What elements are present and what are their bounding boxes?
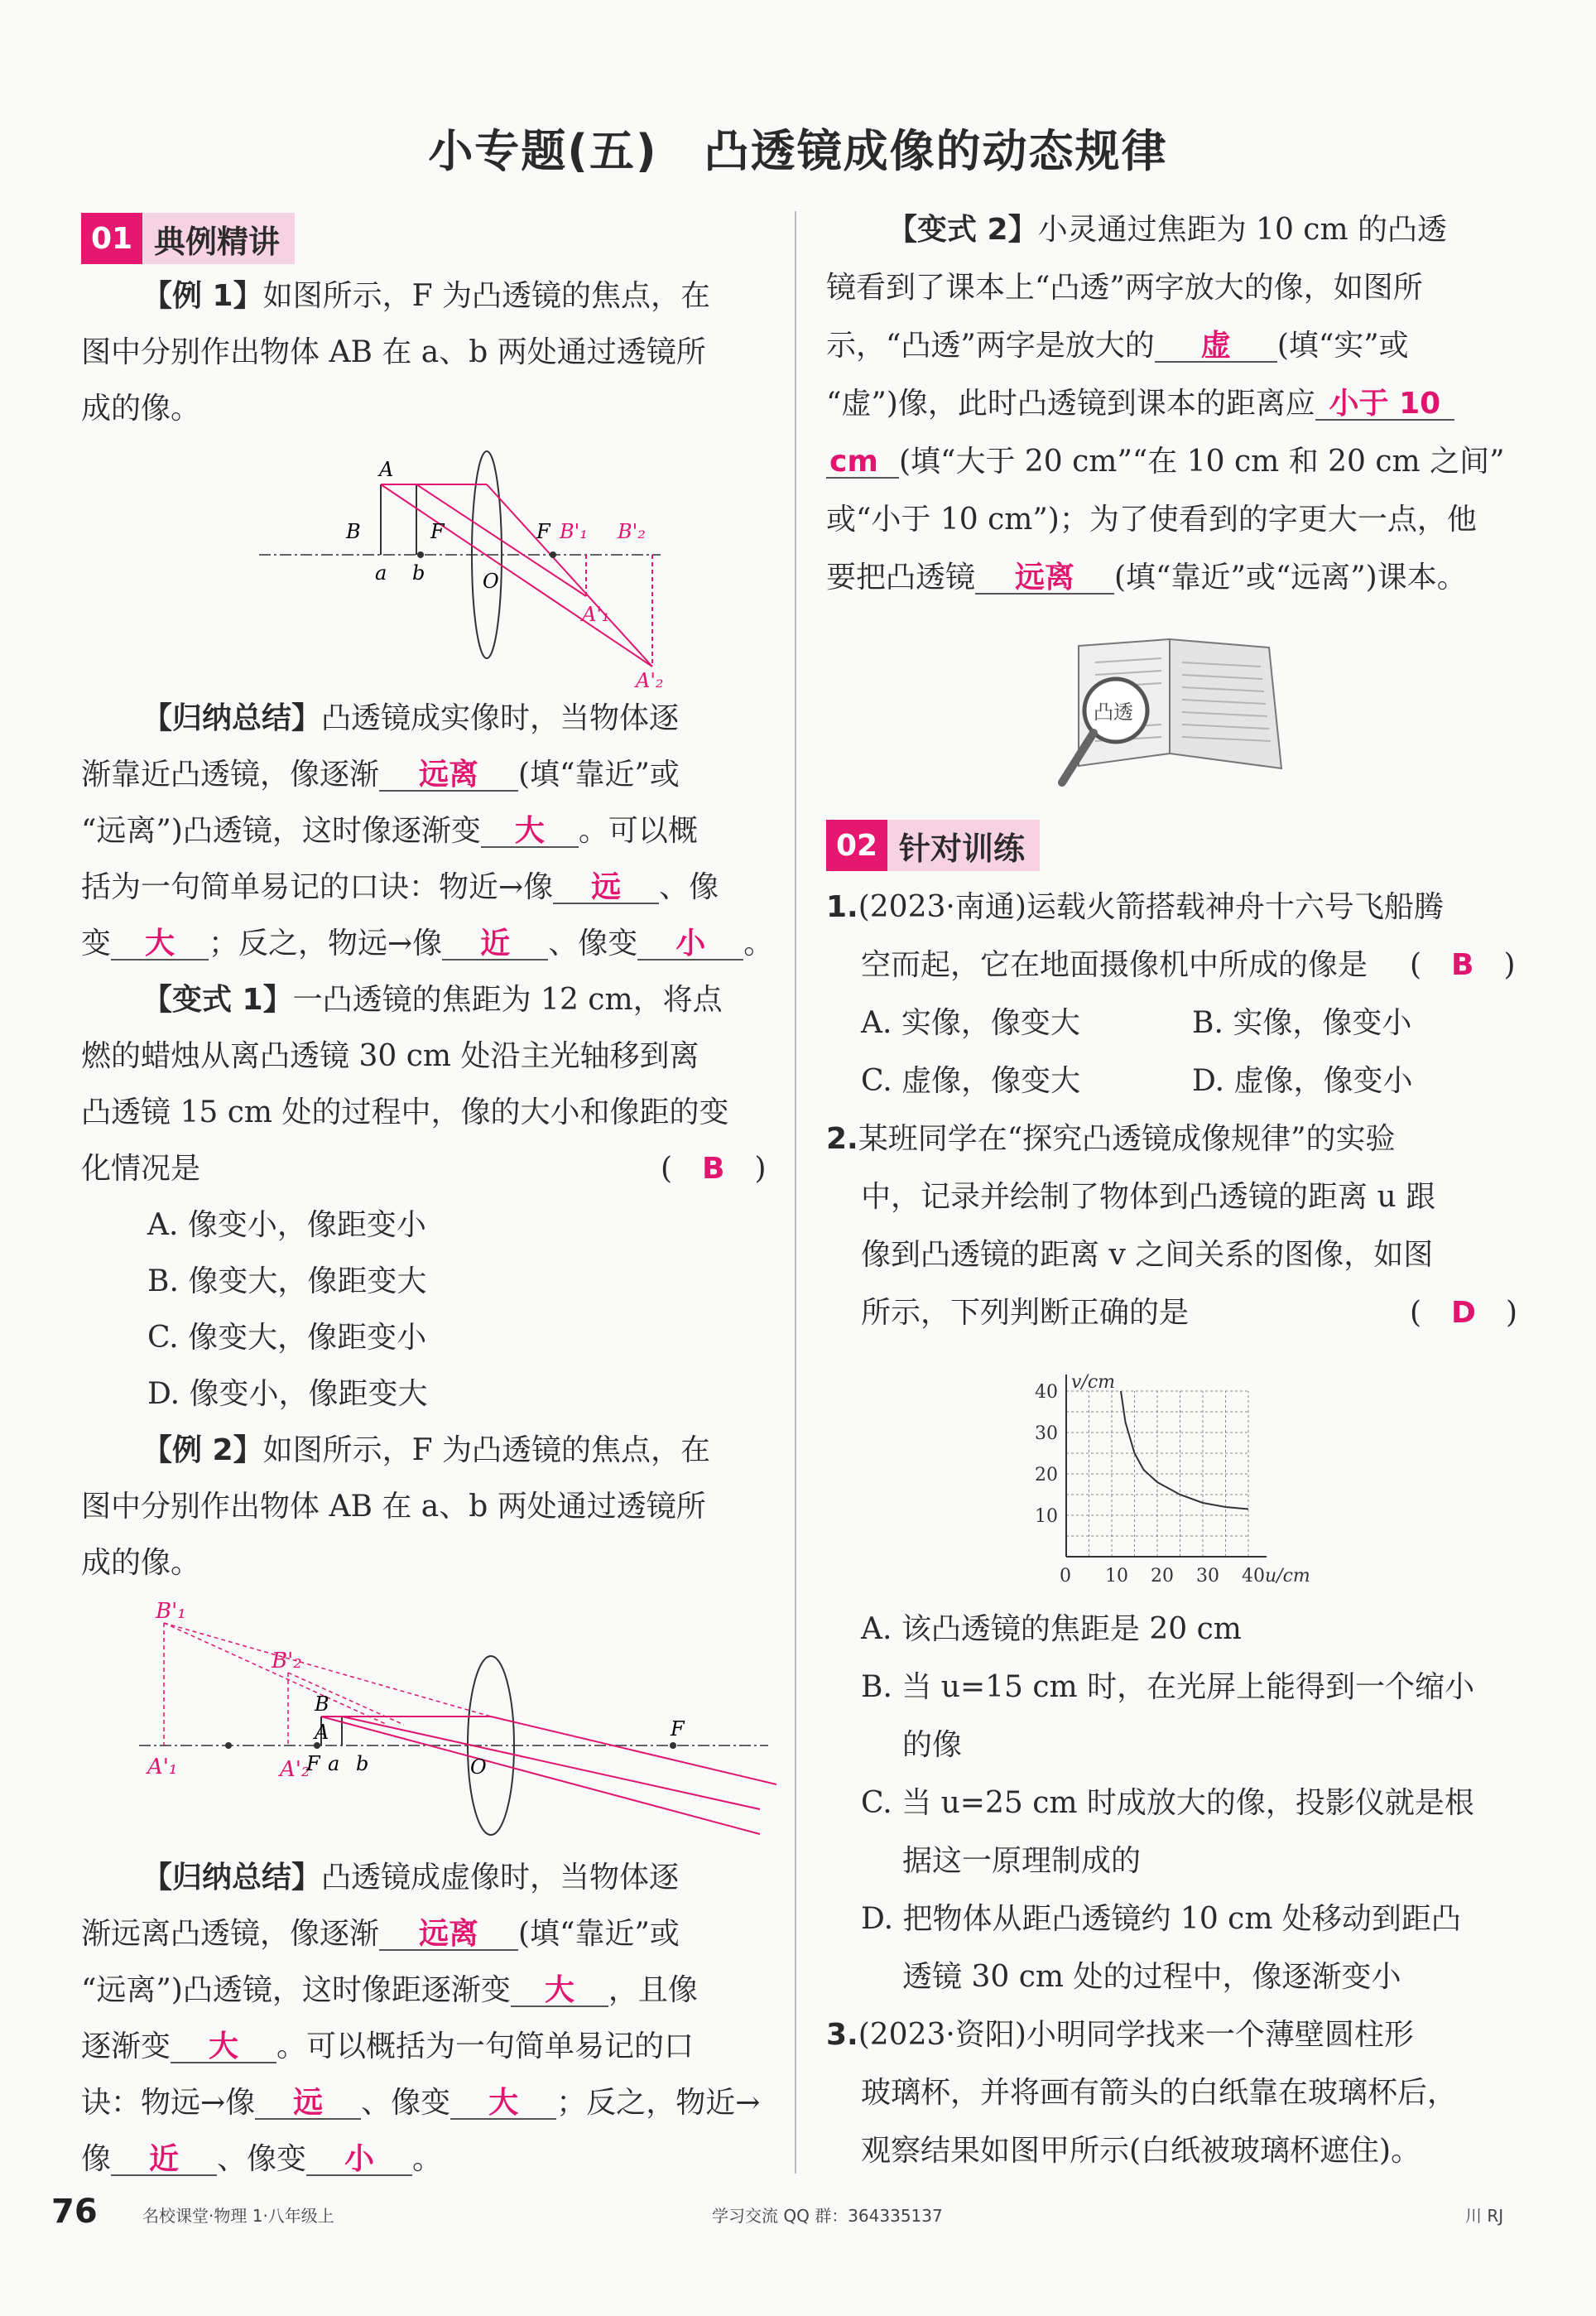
- summary2-line1: 【归纳总结】凸透镜成虚像时，当物体逐: [142, 1861, 680, 1895]
- svg-text:A'₂: A'₂: [636, 669, 664, 692]
- variant2-line6: 或“小于 10 cm”)；为了使看到的字更大一点，他: [826, 503, 1477, 537]
- x-tick-label: 30: [1196, 1566, 1219, 1587]
- column-divider: [795, 211, 796, 2174]
- variant2-line4: “虚”)像，此时凸透镜到课本的距离应 小于 10: [826, 389, 1454, 421]
- svg-text:A'₁: A'₁: [582, 603, 610, 626]
- answer-blank: 远离: [379, 760, 518, 792]
- variant1-line1: 【变式 1】一凸透镜的焦距为 12 cm，将点: [142, 983, 723, 1017]
- summary2-line5: 诀：物远→像 远 、像变 大 ；反之，物近→: [81, 2086, 761, 2120]
- svg-text:F: F: [671, 1717, 685, 1741]
- summary2-line2: 渐远离凸透镜，像逐渐 远离 (填“靠近”或: [81, 1917, 680, 1951]
- summary2-line4: 逐渐变 大 。可以概括为一句简单易记的口: [81, 2030, 695, 2063]
- svg-text:b: b: [356, 1752, 369, 1775]
- svg-text:A: A: [315, 1721, 329, 1744]
- variant2-line7: 要把凸透镜 远离 (填“靠近”或“远离”)课本。: [826, 561, 1467, 595]
- book-magnifier-illustration: [1046, 629, 1294, 795]
- svg-text:B'₁: B'₁: [560, 520, 588, 543]
- q3-line2: 玻璃杯，并将画有箭头的白纸靠在玻璃杯后，: [861, 2076, 1458, 2110]
- answer-blank: 远: [255, 2088, 361, 2120]
- svg-text:A'₂: A'₂: [280, 1757, 310, 1782]
- x-tick-label: 40: [1242, 1566, 1265, 1587]
- example2-line1: 【例 2】如图所示，F 为凸透镜的焦点，在: [142, 1433, 711, 1467]
- variant1-answer: ( B ): [661, 1152, 767, 1186]
- summary1-line5: 变 大 ；反之，物远→像 近 、像变 小 。: [81, 927, 774, 961]
- answer-blank: 大: [481, 816, 579, 848]
- book-text: 凸透: [1094, 701, 1133, 724]
- variant2-line2: 镜看到了课本上“凸透”两字放大的像，如图所: [826, 271, 1423, 305]
- q1-line1: 1.(2023·南通)运载火箭搭载神舟十六号飞船腾: [826, 890, 1444, 924]
- variant2-line5: cm (填“大于 20 cm”“在 10 cm 和 20 cm 之间”: [826, 447, 1505, 479]
- q1-line2: 空而起，它在地面摄像机中所成的像是: [861, 948, 1368, 982]
- x-axis-label: u/cm: [1265, 1566, 1310, 1587]
- answer-blank: 远离: [379, 1919, 518, 1951]
- q2-option-c-line2: 据这一原理制成的: [902, 1844, 1142, 1878]
- x-tick-label: 20: [1151, 1566, 1174, 1587]
- y-axis-label: v/cm: [1071, 1372, 1116, 1393]
- y-tick-label: 30: [1035, 1423, 1058, 1444]
- svg-text:F: F: [306, 1752, 320, 1775]
- variant1-line2: 燃的蜡烛从离凸透镜 30 cm 处沿主光轴移到离: [81, 1039, 699, 1073]
- q1-option-a: A. 实像，像变大: [861, 1006, 1080, 1040]
- example1-ray-diagram: [255, 447, 685, 696]
- answer-blank: 近: [111, 2145, 217, 2176]
- q1-answer: ( B ): [1410, 948, 1516, 982]
- y-tick-label: 10: [1035, 1506, 1058, 1527]
- summary1-line3: “远离”)凸透镜，这时像逐渐变 大 。可以概: [81, 814, 698, 848]
- variant1-option-c: C. 像变大，像距变小: [147, 1321, 427, 1355]
- svg-text:b: b: [412, 561, 425, 585]
- section-header-targeted-training: [826, 820, 1040, 871]
- summary1-line1: 【归纳总结】凸透镜成实像时，当物体逐: [142, 701, 680, 735]
- x-tick-label: 0: [1060, 1566, 1071, 1587]
- answer-blank: 小于 10: [1315, 389, 1454, 421]
- q2-option-d-line1: D. 把物体从距凸透镜约 10 cm 处移动到距凸: [861, 1902, 1461, 1936]
- summary2-line3: “远离”)凸透镜，这时像距逐渐变 大 ，且像: [81, 1973, 698, 2007]
- summary2-line6: 像 近 、像变 小 。: [81, 2142, 443, 2176]
- example2-ray-diagram: [131, 1598, 776, 1838]
- q2-option-a: A. 该凸透镜的焦距是 20 cm: [861, 1612, 1242, 1646]
- example1-line3: 成的像。: [81, 392, 201, 426]
- variant1-option-b: B. 像变大，像距变大: [147, 1264, 427, 1298]
- q2-answer: ( D ): [1410, 1296, 1517, 1330]
- section-title: 针对训练: [899, 830, 1026, 867]
- answer-blank: 大: [171, 2032, 276, 2063]
- example1-line2: 图中分别作出物体 AB 在 a、b 两处通过透镜所: [81, 335, 706, 369]
- q2-line2: 中，记录并绘制了物体到凸透镜的距离 u 跟: [861, 1180, 1436, 1214]
- variant2-line1: 【变式 2】小灵通过焦距为 10 cm 的凸透: [887, 213, 1448, 247]
- answer-blank: 小: [306, 2145, 412, 2176]
- answer-blank: 远: [553, 873, 659, 904]
- svg-text:F: F: [430, 520, 445, 543]
- svg-text:B: B: [315, 1692, 329, 1716]
- q3-line1: 3.(2023·资阳)小明同学找来一个薄壁圆柱形: [826, 2018, 1414, 2052]
- q2-option-c-line1: C. 当 u=25 cm 时成放大的像，投影仪就是根: [861, 1786, 1474, 1820]
- answer-blank: 远离: [975, 563, 1114, 595]
- variant2-line3: 示，“凸透”两字是放大的 虚 (填“实”或: [826, 329, 1409, 363]
- answer-blank: 虚: [1155, 331, 1277, 363]
- svg-text:B: B: [346, 520, 361, 543]
- y-tick-label: 20: [1035, 1465, 1058, 1485]
- variant1-line4: 化情况是: [81, 1152, 201, 1186]
- svg-text:A'₁: A'₁: [147, 1755, 178, 1779]
- q2-option-b-line1: B. 当 u=15 cm 时，在光屏上能得到一个缩小: [861, 1670, 1475, 1704]
- svg-text:B'₁: B'₁: [156, 1599, 186, 1624]
- section-header-typical-examples: [81, 213, 295, 264]
- q1-option-d: D. 虚像，像变小: [1192, 1064, 1413, 1098]
- variant1-line3: 凸透镜 15 cm 处的过程中，像的大小和像距的变: [81, 1095, 729, 1129]
- uv-curve: [1121, 1391, 1248, 1509]
- uv-graph: [1017, 1358, 1348, 1594]
- q2-line3: 像到凸透镜的距离 v 之间关系的图像，如图: [861, 1238, 1434, 1272]
- svg-text:A: A: [379, 458, 394, 481]
- section-number: 02: [826, 820, 887, 871]
- variant1-option-a: A. 像变小，像距变小: [147, 1208, 426, 1242]
- footer-edition: 川 RJ: [1465, 2206, 1504, 2226]
- svg-text:B'₂: B'₂: [618, 520, 646, 543]
- svg-text:O: O: [483, 570, 499, 593]
- example2-line3: 成的像。: [81, 1546, 201, 1580]
- section-number: 01: [81, 213, 142, 264]
- footer-book-title: 名校课堂·物理 1·八年级上: [142, 2206, 334, 2226]
- svg-text:B'₂: B'₂: [272, 1649, 302, 1673]
- svg-text:O: O: [470, 1755, 487, 1779]
- q1-option-c: C. 虚像，像变大: [861, 1064, 1081, 1098]
- answer-blank: 大: [111, 929, 209, 961]
- page-title: 小专题(五) 凸透镜成像的动态规律: [428, 125, 1168, 177]
- variant1-option-d: D. 像变小，像距变大: [147, 1377, 428, 1411]
- q3-line3: 观察结果如图甲所示(白纸被玻璃杯遮住)。: [861, 2134, 1421, 2168]
- x-tick-label: 10: [1105, 1566, 1128, 1587]
- svg-text:a: a: [328, 1752, 340, 1775]
- example1-line1: 【例 1】如图所示，F 为凸透镜的焦点，在: [142, 279, 711, 313]
- q2-line4: 所示，下列判断正确的是: [861, 1296, 1190, 1330]
- svg-text:F: F: [536, 520, 550, 543]
- answer-blank: cm: [826, 447, 899, 479]
- y-tick-label: 40: [1035, 1382, 1058, 1403]
- q2-line1: 2.某班同学在“探究凸透镜成像规律”的实验: [826, 1122, 1396, 1156]
- svg-text:a: a: [375, 561, 387, 585]
- answer-blank: 大: [511, 1976, 608, 2007]
- summary1-line2: 渐靠近凸透镜，像逐渐 远离 (填“靠近”或: [81, 758, 680, 792]
- q1-option-b: B. 实像，像变小: [1192, 1006, 1412, 1040]
- footer-qq-group: 学习交流 QQ 群：364335137: [712, 2206, 943, 2226]
- q2-option-d-line2: 透镜 30 cm 处的过程中，像逐渐变小: [902, 1960, 1401, 1994]
- answer-blank: 大: [450, 2088, 556, 2120]
- page-number: 76: [51, 2193, 98, 2231]
- section-title: 典例精讲: [154, 223, 281, 260]
- answer-blank: 近: [442, 929, 548, 961]
- answer-blank: 小: [637, 929, 743, 961]
- q2-option-b-line2: 的像: [902, 1728, 963, 1762]
- summary1-line4: 括为一句简单易记的口诀：物近→像 远 、像: [81, 870, 719, 904]
- example2-line2: 图中分别作出物体 AB 在 a、b 两处通过透镜所: [81, 1490, 706, 1524]
